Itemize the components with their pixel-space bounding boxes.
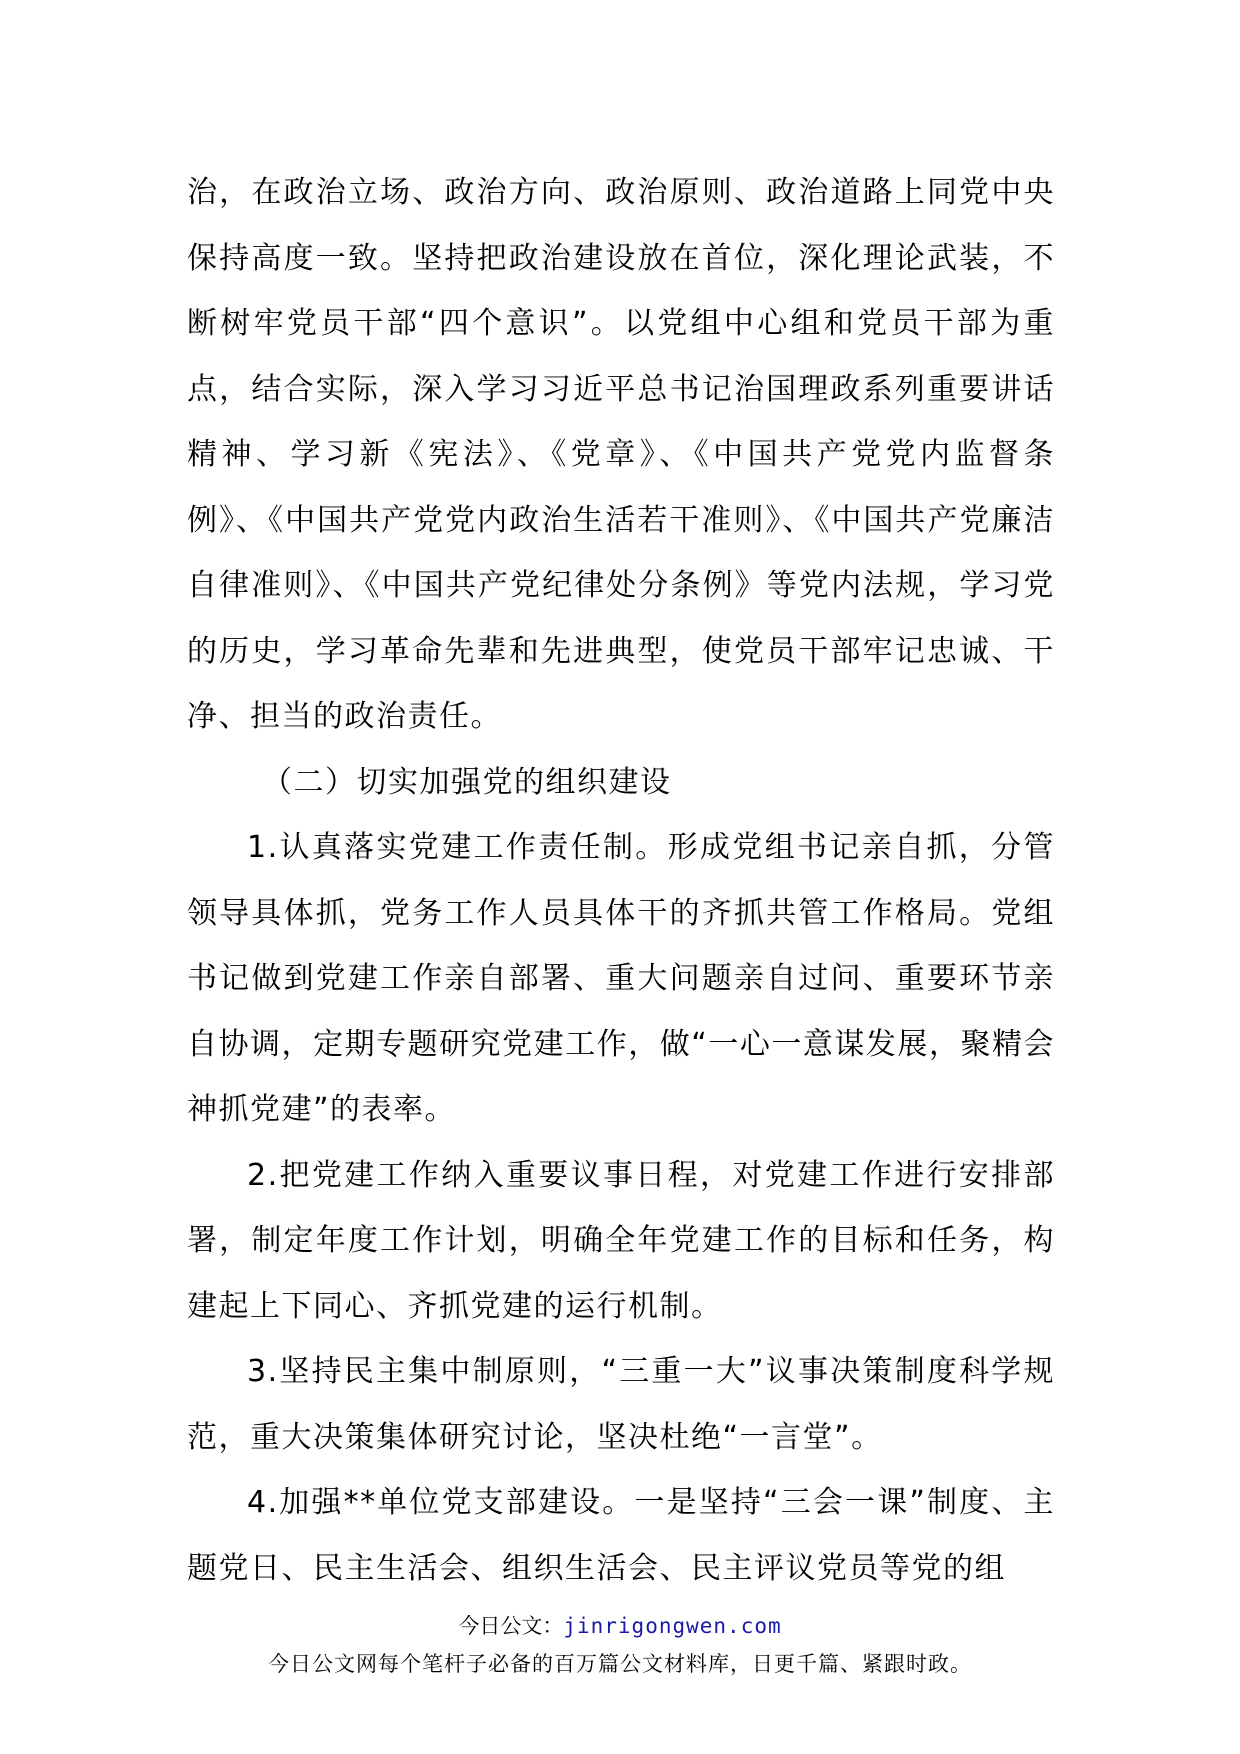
list-item-2: 2.把党建工作纳入重要议事日程，对党建工作进行安排部署，制定年度工作计划，明确全年党建工作的目标和任务，构建起上下同心、齐抓党建的运行机制。 <box>187 1157 1055 1324</box>
document-body <box>187 160 1055 1601</box>
list-item-1: 1.认真落实党建工作责任制。形成党组书记亲自抓，分管领导具体抓，党务工作人员具体干的齐抓共管工作格局。党组书记做到党建工作亲自部署、重大问题亲自过问、重要环节亲自协调，定期专题研究党建工作，做“一心一意谋发展，聚精会神抓党建”的表率。 <box>187 830 1055 1127</box>
body-paragraph-continuation: 治，在政治立场、政治方向、政治原则、政治道路上同党中央保持高度一致。坚持把政治建设放在首位，深化理论武装，不断树牢党员干部“四个意识”。以党组中心组和党员干部为重点，结合实际，深入学习习近平总书记治国理政系列重要讲话精神、学习新《宪法》、《党章》、《中国共产党党内监督条例》、《中国共产党党内政治生活若干准则》、《中国共产党廉洁自律准则》、《中国共产党纪律处分条例》等党内法规，学习党的历史，学习革命先辈和先进典型，使党员干部牢记忠诚、干净、担当的政治责任。 <box>187 175 1055 734</box>
footer-site-url[interactable]: jinrigongwen.com <box>563 1614 782 1638</box>
footer-tagline: 今日公文网每个笔杆子必备的百万篇公文材料库，日更千篇、紧跟时政。 <box>268 1652 972 1676</box>
footer-site-label: 今日公文： <box>458 1614 564 1638</box>
section-heading: （二）切实加强党的组织建设 <box>262 764 672 800</box>
list-item-3: 3.坚持民主集中制原则，“三重一大”议事决策制度科学规范，重大决策集体研究讨论，坚决杜绝“一言堂”。 <box>187 1354 1055 1455</box>
footer-site-line <box>0 1612 1240 1640</box>
list-item-4: 4.加强**单位党支部建设。一是坚持“三会一课”制度、主题党日、民主生活会、组织生活会、民主评议党员等党的组 <box>187 1485 1055 1586</box>
